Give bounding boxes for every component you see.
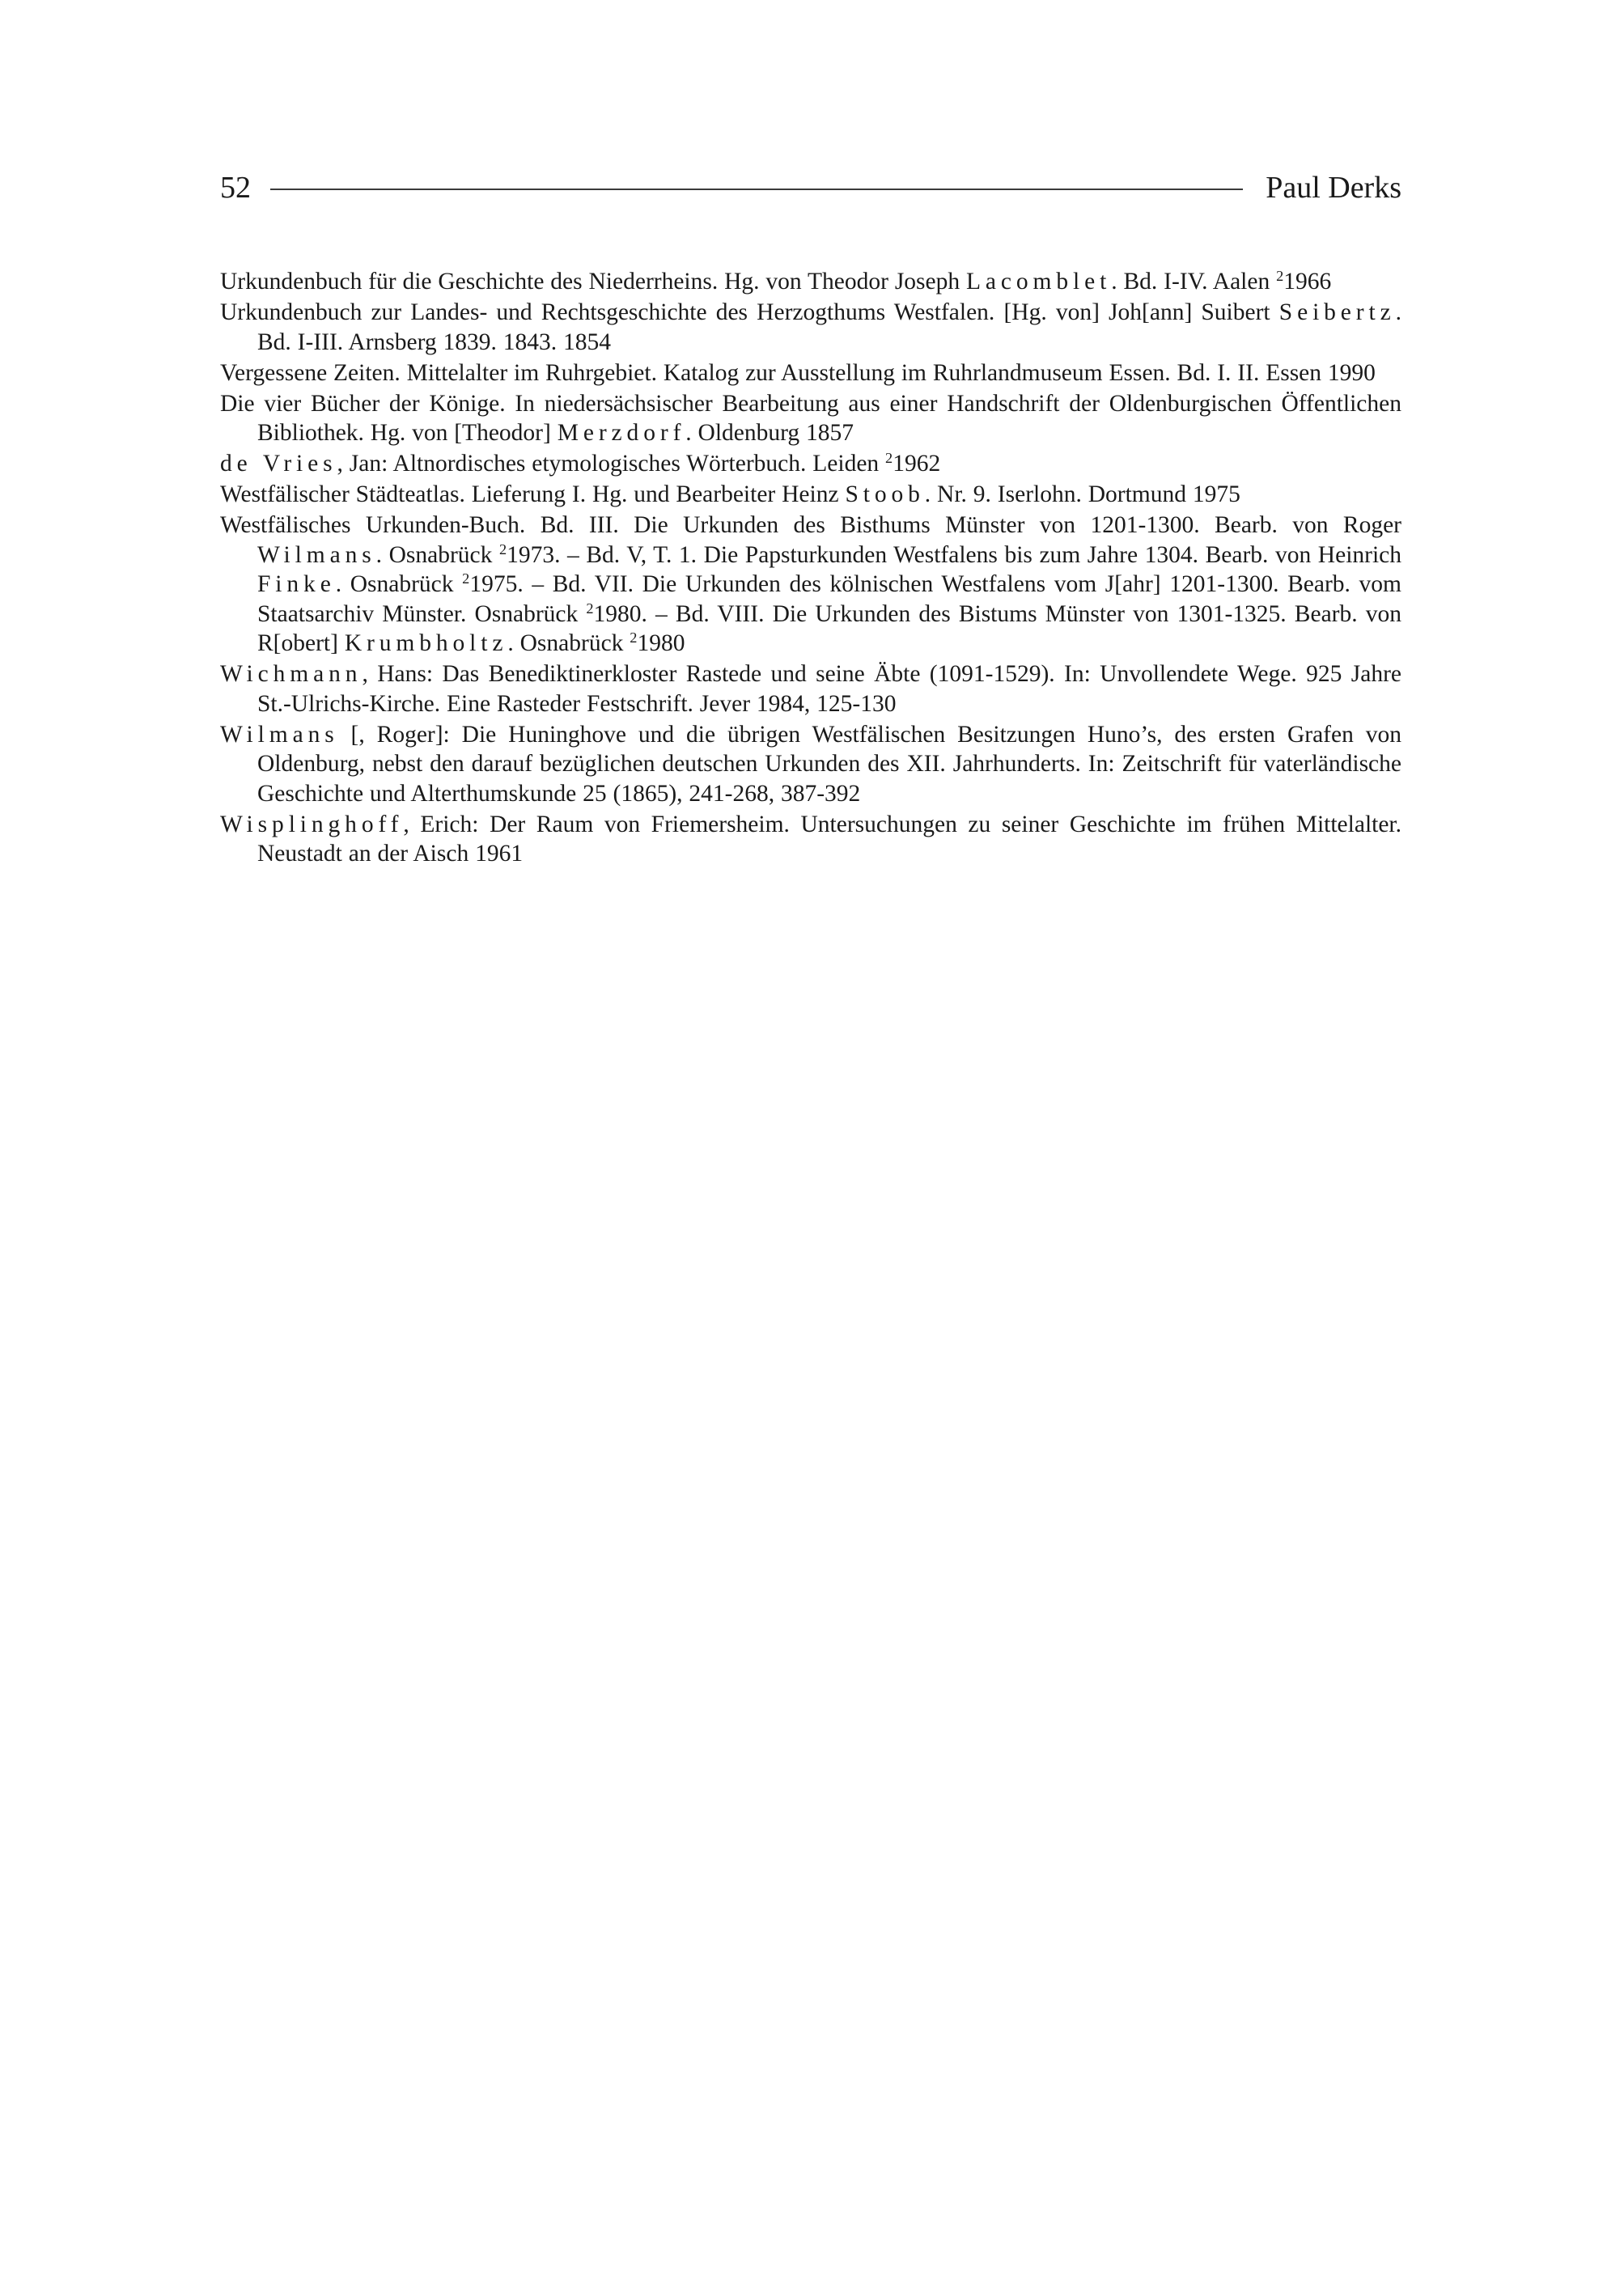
entry-text: 1962	[893, 451, 941, 477]
entry-text: Westfälischer Städteatlas. Lieferung I. Hg. und Bearbeiter Heinz	[220, 481, 846, 507]
bibliography-list	[220, 267, 1401, 870]
entry-text: Westfälisches Urkunden-Buch. Bd. III. Die Urkunden des Bisthums Münster von 1201-1300. Bearb. von Roger	[220, 512, 1401, 538]
bibliography-entry	[220, 449, 1401, 479]
edition-superscript: 2	[586, 600, 594, 617]
edition-superscript: 2	[498, 540, 507, 557]
author-name: Wilmans	[257, 541, 376, 568]
running-header	[220, 163, 1401, 212]
entry-text: Vergessene Zeiten. Mittelalter im Ruhrgebiet. Katalog zur Ausstellung im Ruhrlandmuseum Essen. Bd. I. II. Essen 1990	[220, 359, 1376, 386]
author-name: Lacomblet	[966, 269, 1112, 295]
entry-text: [, Roger]: Die Huninghove und die übrigen Westfälischen Besitzungen Huno’s, des ersten Grafen von Oldenburg, nebst den darauf bezüglichen deutschen Urkunden des XII. Jahrhunderts. In: Zeitschrift für vaterländische Geschichte und Alterthumskunde 25 (1865), 241-268, 387-392	[257, 721, 1401, 807]
bibliography-entry	[220, 720, 1401, 809]
entry-text: 1980	[637, 630, 685, 656]
entry-text: Die vier Bücher der Könige. In niedersächsischer Bearbeitung aus einer Handschrift der Oldenburgischen Öffentlichen Bibliothek. Hg. von [Theodor]	[220, 390, 1401, 446]
bibliography-entry	[220, 480, 1401, 510]
edition-superscript: 2	[885, 449, 893, 466]
entry-text: . Bd. I-IV. Aalen	[1111, 269, 1277, 295]
entry-text: . Oldenburg 1857	[685, 420, 854, 446]
edition-superscript: 2	[630, 629, 638, 646]
author-name: Seibertz	[1278, 299, 1396, 325]
entry-text: 1966	[1283, 269, 1332, 295]
header-rule	[270, 189, 1243, 190]
bibliography-entry	[220, 389, 1401, 448]
entry-text: 1980. – Bd. VIII. Die Urkunden des Bistums Münster von 1301-1325. Bearb. von R[obert]	[257, 600, 1401, 656]
author-name: de Vries	[220, 451, 337, 477]
bibliography-entry	[220, 810, 1401, 869]
author-name: Wilmans	[220, 721, 339, 748]
author-name: Wisplinghoff	[220, 811, 404, 837]
author-name: Wichmann	[220, 661, 363, 687]
bibliography-entry	[220, 267, 1401, 297]
entry-text: 1973. – Bd. V, T. 1. Die Papsturkunden Westfalens bis zum Jahre 1304. Bearb. von Heinrich	[507, 541, 1401, 568]
entry-text: , Jan: Altnordisches etymologisches Wörterbuch. Leiden	[337, 451, 886, 477]
bibliography-entry	[220, 511, 1401, 659]
author-name: Stoob	[845, 481, 925, 507]
author-name: Merzdorf	[557, 420, 686, 446]
bibliography-entry	[220, 298, 1401, 357]
entry-text: . Bd. I-III. Arnsberg 1839. 1843. 1854	[257, 299, 1401, 355]
entry-text: , Hans: Das Benediktinerkloster Rastede und seine Äbte (1091-1529). In: Unvollendete Wege. 925 Jahre St.-Ulrichs-Kirche. Eine Rasteder Festschrift. Jever 1984, 125-130	[257, 661, 1401, 717]
entry-text: Urkundenbuch für die Geschichte des Niederrheins. Hg. von Theodor Joseph	[220, 269, 966, 295]
page-number: 52	[220, 171, 251, 205]
author-name: Krumbholtz	[344, 630, 508, 656]
bibliography-entry	[220, 659, 1401, 718]
entry-text: , Erich: Der Raum von Friemersheim. Untersuchungen zu seiner Geschichte im frühen Mittelalter. Neustadt an der Aisch 1961	[257, 811, 1401, 867]
running-head-author: Paul Derks	[1266, 171, 1401, 205]
entry-text: . Nr. 9. Iserlohn. Dortmund 1975	[924, 481, 1240, 507]
author-name: Finke	[257, 571, 336, 597]
bibliography-entry	[220, 358, 1401, 388]
edition-superscript: 2	[462, 570, 470, 587]
entry-text: Urkundenbuch zur Landes- und Rechtsgeschichte des Herzogthums Westfalen. [Hg. von] Joh[ann] Suibert	[220, 299, 1279, 325]
entry-text: 1975. – Bd. VII. Die Urkunden des kölnischen Westfalens vom J[ahr] 1201-1300. Bearb. vom Staatsarchiv Münster. Osnabrück	[257, 571, 1401, 627]
entry-text: . Osnabrück	[375, 541, 499, 568]
entry-text: . Osnabrück	[507, 630, 630, 656]
entry-text: . Osnabrück	[335, 571, 463, 597]
edition-superscript: 2	[1276, 267, 1284, 284]
